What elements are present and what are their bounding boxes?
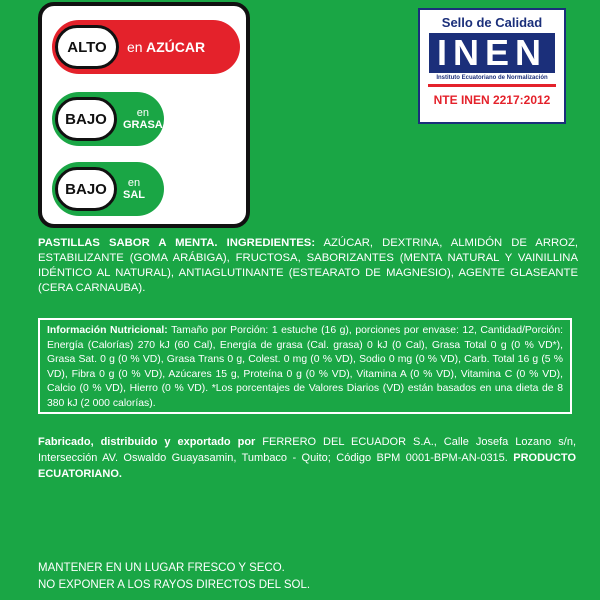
seal-divider — [428, 84, 556, 87]
nutrient-name: GRASA — [123, 119, 163, 131]
nutrient-name: AZÚCAR — [145, 39, 206, 55]
maker-lead: Fabricado, distribuido y exportado por — [38, 436, 256, 448]
inen-logo: INEN — [429, 33, 555, 73]
level-label: ALTO — [55, 25, 119, 69]
ingredients-list: AZÚCAR, DEXTRINA, ALMIDÓN DE ARROZ, ESTABILIZANTE (GOMA ARÁBIGA), FRUCTOSA, SABORIZANTES (MENTA NATURAL Y VAINILLINA IDÉNTICO AL NATURAL), ANTIAGLUTINANTE (ESTEARATO DE MAGNESIO), AGENTE GLASEANTE (CERA CARNAUBA). — [38, 237, 578, 294]
ingredients-lead: PASTILLAS SABOR A MENTA. INGREDIENTES: — [38, 237, 316, 249]
nutrient-prefix: en — [136, 106, 149, 119]
nutrition-details: Tamaño por Porción: 1 estuche (16 g), porciones por envase: 12, Cantidad/Porción: Energía (Calorías) 270 kJ (60 Cal), Energía de grasa (Cal. grasa) 0 kJ (0 Cal), Grasa Total 0 g (0 % VD*), Grasa Sat. 0 g (0 % VD), Grasa Trans 0 g, Colest. 0 mg (0 % VD), Sodio 0 mg (0 % VD), Carb. Total 16 g (5 % VD), Fibra 0 g (0 % VD), Azúcares 15 g, Proteína 0 g (0 % VD), Vitamina A (0 % VD), Vitamina C (0 % VD), Calcio (0 % VD), Hierro (0 % VD). *Los porcentajes de Valores Diarios (VD) están basados en una dieta de 8 380 kJ (2 000 calorías). — [47, 325, 563, 409]
nutrient-label — [123, 177, 145, 201]
nutrition-info-box — [38, 318, 572, 414]
ingredients-text — [38, 236, 578, 296]
inen-quality-seal — [418, 8, 566, 124]
nutrient-prefix: en — [127, 39, 143, 55]
storage-line-1: MANTENER EN UN LUGAR FRESCO Y SECO. — [38, 562, 285, 574]
level-label: BAJO — [55, 167, 117, 211]
nutrition-traffic-light — [38, 2, 250, 228]
manufacturer-text — [38, 434, 576, 482]
nutrient-label — [123, 107, 163, 131]
storage-line-2: NO EXPONER A LOS RAYOS DIRECTOS DEL SOL. — [38, 579, 311, 591]
maker-details: FERRERO DEL ECUADOR S.A., Calle Josefa Lozano s/n, Intersección AV. Oswaldo Guayasamin, Tumbaco - Quito; Código BPM 0001-BPM-AN-0315. — [38, 436, 576, 464]
semaforo-row-azucar — [52, 20, 240, 74]
seal-title: Sello de Calidad — [441, 15, 543, 30]
storage-instructions — [38, 560, 438, 594]
product-origin: PRODUCTO ECUATORIANO. — [38, 452, 576, 480]
nutrient-prefix: en — [127, 176, 141, 189]
nutrient-label — [127, 39, 205, 55]
nutrition-lead: Información Nutricional: — [47, 325, 168, 336]
semaforo-row-sal — [52, 162, 164, 216]
seal-norm: NTE INEN 2217:2012 — [433, 93, 551, 107]
level-label: BAJO — [55, 97, 117, 141]
seal-institute: Instituto Ecuatoriano de Normalización — [436, 75, 548, 81]
semaforo-row-grasa — [52, 92, 164, 146]
nutrient-name: SAL — [123, 189, 145, 201]
